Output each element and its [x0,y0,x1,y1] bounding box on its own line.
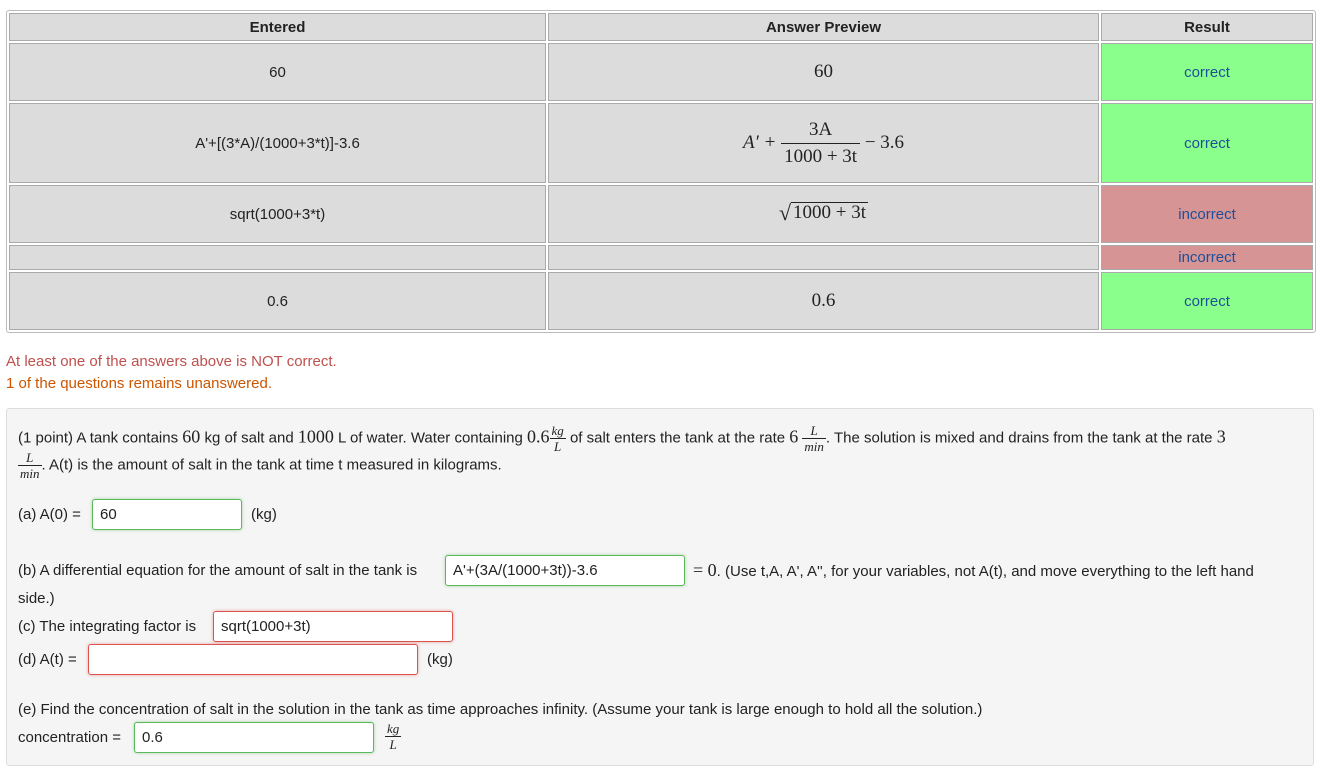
problem-panel [6,408,1314,766]
unit-numerator: L [802,424,826,439]
unanswered-message: 1 of the questions remains unanswered. [6,375,272,392]
part-e-question: (e) Find the concentration of salt in the solution in the tank as time approaches infinity. (Assume your tank is large enough to hold all the solution.) [18,701,983,718]
part-c-label: (c) The integrating factor is [18,618,197,635]
part-e-label: concentration = [18,729,121,746]
l-per-min-fraction [18,451,42,480]
unit-numerator: kg [387,721,400,736]
table-row [9,245,1313,270]
kg-per-l-fraction [550,424,566,453]
problem-intro-line1 [18,424,1226,453]
header-entered: Entered [9,13,546,41]
equals-zero: = 0 [693,560,717,580]
problem-intro-line2 [18,451,502,480]
answer-e-input[interactable] [134,722,374,753]
preview-cell: 0.6 [548,272,1099,330]
inflow-rate: 6 [789,426,799,447]
intro-text: (1 point) A tank contains [18,429,183,447]
intro-text: of salt enters the tank at the rate [565,429,790,447]
result-cell: correct [1101,43,1313,101]
unit-denominator: L [554,439,562,454]
part-b-label: (b) A differential equation for the amount of salt in the tank is [18,562,418,579]
unit-numerator: L [18,451,42,466]
unit-denominator: min [20,466,40,481]
part-a-unit: (kg) [251,506,277,523]
fraction-denominator: 1000 + 3t [784,145,858,167]
header-result: Result [1101,13,1313,41]
intro-text: L of water. Water containing [333,429,527,447]
table-row [9,185,1313,243]
part-b-note: . (Use t,A, A', A'', for your variables, not A(t), and move everything to the left hand [716,563,1254,580]
header-answer-preview: Answer Preview [548,13,1099,41]
entered-cell [9,245,546,270]
result-cell: incorrect [1101,245,1313,270]
not-correct-message: At least one of the answers above is NOT correct. [6,353,337,370]
inflow-concentration: 0.6 [527,426,550,447]
sqrt-expression [779,202,868,223]
part-b-note-end: side.) [18,590,55,607]
preview-lead: A′ + [742,131,777,153]
salt-amount: 60 [182,426,201,447]
entered-cell: 0.6 [9,272,546,330]
kg-per-l-fraction [385,722,401,751]
answer-a-input[interactable] [92,499,242,530]
answer-d-input[interactable] [88,644,418,675]
unit-denominator: L [389,737,397,752]
preview-cell [548,245,1099,270]
table-row [9,103,1313,183]
result-cell: correct [1101,103,1313,183]
result-cell: incorrect [1101,185,1313,243]
intro-text: . A(t) is the amount of salt in the tank at time t measured in kilograms. [41,456,502,474]
outflow-rate: 3 [1216,426,1226,447]
entered-cell: sqrt(1000+3*t) [9,185,546,243]
entered-cell: 60 [9,43,546,101]
l-per-min-fraction [802,424,826,453]
answer-b-input[interactable] [445,555,685,586]
table-row [9,272,1313,330]
results-table [6,10,1316,333]
unit-numerator: kg [551,423,564,438]
preview-cell: 60 [548,43,1099,101]
part-d-label: (d) A(t) = [18,651,77,668]
preview-fraction [781,119,860,168]
part-d-unit: (kg) [427,651,453,668]
entered-cell: A'+[(3*A)/(1000+3*t)]-3.6 [9,103,546,183]
part-b-instructions [693,560,1254,581]
part-a-label: (a) A(0) = [18,506,81,523]
results-header-row [9,13,1313,41]
preview-cell [548,185,1099,243]
sqrt-icon: √ [778,200,792,225]
intro-text: . The solution is mixed and drains from the tank at the rate [825,429,1217,447]
answer-c-input[interactable] [213,611,453,642]
preview-cell [548,103,1099,183]
fraction-numerator: 3A [781,119,860,144]
result-cell: correct [1101,272,1313,330]
sqrt-radicand: 1000 + 3t [793,202,867,223]
water-amount: 1000 [297,426,334,447]
intro-text: kg of salt and [200,429,298,447]
unit-denominator: min [804,439,824,454]
preview-tail: − 3.6 [864,131,905,153]
table-row [9,43,1313,101]
